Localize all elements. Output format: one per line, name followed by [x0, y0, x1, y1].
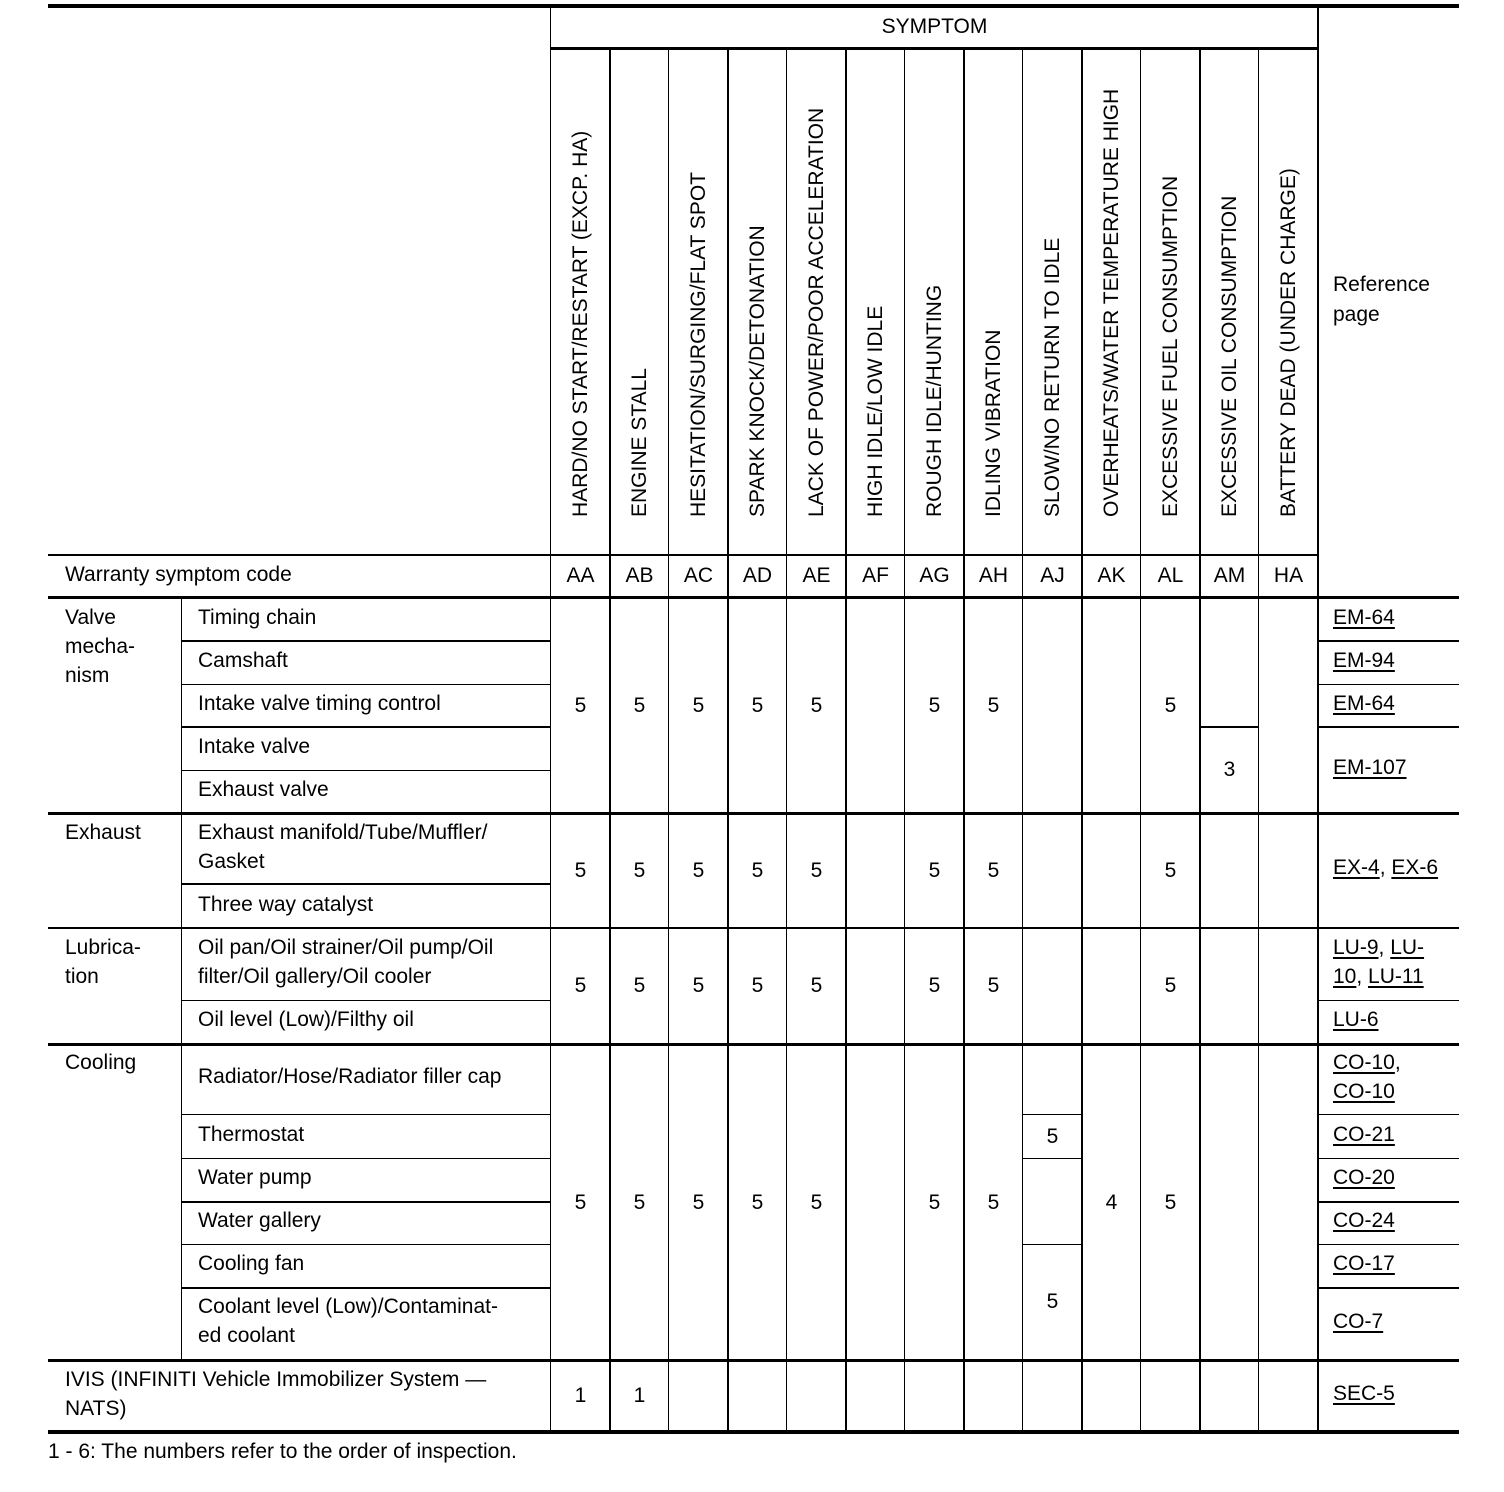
symptom-col-header-am: [1200, 48, 1259, 555]
separator: ,: [1378, 936, 1391, 959]
code-ha: HA: [1273, 564, 1304, 587]
code-aj: AJ: [1040, 564, 1065, 587]
row-rule: [182, 770, 551, 771]
ref-link-lu-10[interactable]: 10: [1333, 965, 1357, 988]
ref-link-em-64[interactable]: EM-64: [1333, 692, 1395, 715]
ref-link-co-7[interactable]: CO-7: [1333, 1310, 1384, 1333]
value-cell: 5: [1164, 974, 1177, 997]
bottom-rule: [48, 1430, 1459, 1434]
symptom-name: EXCESSIVE FUEL CONSUMPTION: [1158, 175, 1182, 517]
code-al: AL: [1157, 564, 1184, 587]
code-ab: AB: [625, 564, 654, 587]
item-line: filter/Oil gallery/Oil cooler: [198, 965, 432, 988]
ref-link-lu-11[interactable]: LU-11: [1368, 965, 1424, 988]
reference-header: [1333, 270, 1430, 330]
ref-link-co-20[interactable]: CO-20: [1333, 1166, 1395, 1189]
warranty-label: Warranty symptom code: [65, 563, 292, 586]
ref-link-co-21[interactable]: CO-21: [1333, 1123, 1395, 1146]
ref-link-sec-5[interactable]: SEC-5: [1333, 1382, 1395, 1405]
row-rule: [1318, 1158, 1459, 1159]
ref-cell: [1333, 1048, 1401, 1106]
value-cell: 1: [633, 1384, 646, 1407]
value-cell: 5: [751, 1190, 764, 1214]
ref-link-co-10[interactable]: CO-10: [1333, 1051, 1395, 1074]
symptom-name: IDLING VIBRATION: [981, 329, 1005, 517]
symptom-col-header-ha: [1259, 48, 1318, 555]
value-cell: 5: [574, 859, 587, 882]
value-cell: 5: [692, 693, 705, 717]
row-rule: [1318, 1201, 1459, 1203]
item-coolant-level: [198, 1292, 498, 1350]
ref-link-co-24[interactable]: CO-24: [1333, 1209, 1395, 1232]
symptom-col-header-aa: [551, 48, 610, 555]
ref-link-lu-9[interactable]: LU-9: [1333, 936, 1379, 959]
symptom-name: ROUGH IDLE/HUNTING: [922, 284, 946, 517]
code-ag: AG: [919, 564, 950, 587]
category-cooling: Cooling: [65, 1051, 137, 1074]
code-ak: AK: [1097, 564, 1126, 587]
row-rule: [182, 1287, 551, 1289]
category-line: tion: [65, 965, 99, 988]
row-rule: [1318, 1287, 1459, 1289]
symptom-name: LACK OF POWER/POOR ACCELERATION: [804, 107, 828, 517]
category-line: mecha-: [65, 635, 136, 658]
col-rule: [1317, 597, 1319, 1432]
value-cell: 5: [1046, 1124, 1059, 1148]
value-cell: 5: [692, 974, 705, 997]
item-intake-valve-timing-control: Intake valve timing control: [198, 692, 441, 715]
item-line: Oil pan/Oil strainer/Oil pump/Oil: [198, 936, 494, 959]
ref-cell: [1333, 689, 1395, 718]
separator: ,: [1356, 965, 1369, 988]
value-cell: 5: [1046, 1290, 1059, 1313]
row-rule: [1318, 684, 1459, 685]
code-ae: AE: [802, 564, 831, 587]
symptom-name: HESITATION/SURGING/FLAT SPOT: [686, 172, 710, 517]
item-line: ed coolant: [198, 1324, 295, 1347]
value-cell: 5: [1164, 693, 1177, 717]
category-valve-mechanism: [65, 603, 135, 690]
value-cell: 5: [810, 974, 823, 997]
item-line: Exhaust manifold/Tube/Muffler/: [198, 821, 488, 844]
ref-cell: [1333, 933, 1424, 991]
value-cell: 5: [751, 693, 764, 717]
code-af: AF: [862, 564, 889, 587]
category-exhaust: Exhaust: [65, 821, 141, 844]
ref-link-ex-6[interactable]: EX-6: [1391, 856, 1439, 879]
ref-cell: [1333, 1379, 1395, 1408]
ref-cell: [1333, 1206, 1395, 1235]
ref-cell: [1333, 1120, 1395, 1149]
item-cooling-fan: Cooling fan: [198, 1252, 305, 1275]
group-rule: [48, 1359, 1459, 1362]
value-cell: 5: [928, 1190, 941, 1214]
ref-cell: [1333, 753, 1407, 782]
value-cell: 5: [987, 693, 1000, 717]
value-cell: 5: [987, 1190, 1000, 1214]
symptom-name: BATTERY DEAD (UNDER CHARGE): [1276, 168, 1300, 517]
row-rule: [182, 1201, 551, 1203]
code-am: AM: [1213, 564, 1246, 587]
code-ad: AD: [742, 564, 773, 587]
category-line: NATS): [65, 1397, 127, 1420]
ref-cell: [1333, 1307, 1383, 1336]
ref-cell: [1333, 1005, 1379, 1034]
row-rule: [182, 726, 551, 728]
value-cell: 5: [633, 693, 646, 717]
symptom-name: ENGINE STALL: [627, 368, 651, 517]
symptom-col-header-ac: [669, 48, 728, 555]
category-line: Lubrica-: [65, 936, 141, 959]
item-oil-pan: [198, 933, 493, 991]
value-cell: 5: [987, 974, 1000, 997]
item-radiator: Radiator/Hose/Radiator filler cap: [198, 1065, 502, 1088]
category-col-rule: [181, 597, 182, 1361]
value-cell: 5: [692, 1190, 705, 1214]
item-three-way-catalyst: Three way catalyst: [198, 893, 374, 916]
row-rule: [182, 883, 551, 885]
symptom-name: SPARK KNOCK/DETONATION: [745, 225, 769, 517]
row-rule: [182, 1158, 551, 1159]
category-line: nism: [65, 664, 110, 687]
row-rule: [182, 1000, 551, 1001]
value-cell: 5: [810, 1190, 823, 1214]
ref-link-lu-6[interactable]: LU-6: [1333, 1008, 1379, 1031]
value-cell: 5: [633, 859, 646, 882]
ref-link-ex-4[interactable]: EX-4: [1333, 856, 1380, 879]
ref-link-em-64[interactable]: EM-64: [1333, 606, 1395, 629]
symptom-name: OVERHEATS/WATER TEMPERATURE HIGH: [1099, 88, 1123, 517]
item-timing-chain: Timing chain: [198, 606, 317, 629]
value-cell: 5: [751, 859, 764, 882]
separator: ,: [1379, 856, 1392, 879]
row-rule: [182, 1244, 551, 1245]
value-cell: 5: [987, 859, 1000, 882]
row-rule: [1318, 726, 1459, 728]
row-rule: [1318, 1114, 1459, 1115]
symptom-col-header-af: [846, 48, 905, 555]
value-cell: 5: [574, 974, 587, 997]
symptom-col-header-ae: [787, 48, 846, 555]
symptom-col-header-aj: [1023, 48, 1082, 555]
ref-link-em-94[interactable]: EM-94: [1333, 649, 1395, 672]
item-water-gallery: Water gallery: [198, 1209, 321, 1232]
row-rule: [182, 684, 551, 685]
separator: ,: [1394, 1051, 1401, 1074]
ref-link-lu-10[interactable]: LU-: [1390, 936, 1425, 959]
row-rule: [1318, 1000, 1459, 1001]
symptom-col-header-ab: [610, 48, 669, 555]
value-cell: 3: [1223, 758, 1236, 781]
ref-cell: [1333, 646, 1395, 675]
symptom-name: EXCESSIVE OIL CONSUMPTION: [1217, 195, 1241, 517]
symptom-col-header-al: [1141, 48, 1200, 555]
symptom-col-header-ad: [728, 48, 787, 555]
value-cell: 4: [1105, 1190, 1118, 1214]
item-exhaust-manifold: [198, 818, 487, 876]
ref-link-co-10[interactable]: CO-10: [1333, 1080, 1395, 1103]
value-cell: 1: [574, 1384, 587, 1407]
ref-cell: [1333, 1249, 1395, 1278]
code-ah: AH: [978, 564, 1009, 587]
ref-cell: [1333, 1163, 1395, 1192]
category-line: IVIS (INFINITI Vehicle Immobilizer System —: [65, 1368, 487, 1391]
value-cell: 5: [1164, 1190, 1177, 1214]
value-cell: 5: [692, 859, 705, 882]
ref-link-em-107[interactable]: EM-107: [1333, 756, 1407, 779]
item-line: Coolant level (Low)/Contaminat-: [198, 1295, 498, 1318]
symptom-header: SYMPTOM: [881, 15, 988, 38]
value-cell: 5: [633, 1190, 646, 1214]
reference-header-line: page: [1333, 303, 1380, 326]
row-rule: [1023, 1158, 1082, 1159]
category-lubrication: [65, 933, 141, 991]
row-rule: [182, 1114, 551, 1115]
symptom-col-header-ak: [1082, 48, 1141, 555]
value-cell: 5: [633, 974, 646, 997]
value-cell: 5: [1164, 859, 1177, 882]
item-exhaust-valve: Exhaust valve: [198, 778, 329, 801]
item-oil-level: Oil level (Low)/Filthy oil: [198, 1008, 414, 1031]
value-cell: 5: [810, 859, 823, 882]
value-cell: 5: [928, 974, 941, 997]
item-line: Gasket: [198, 850, 265, 873]
symptom-col-header-ah: [964, 48, 1023, 555]
category-ivis: [65, 1365, 486, 1423]
symptom-name: HIGH IDLE/LOW IDLE: [863, 305, 887, 517]
code-aa: AA: [566, 564, 595, 587]
row-rule: [182, 640, 551, 642]
symptom-col-header-ag: [905, 48, 964, 555]
symptom-name: HARD/NO START/RESTART (EXCP. HA): [568, 130, 592, 517]
item-thermostat: Thermostat: [198, 1123, 305, 1146]
ref-link-co-17[interactable]: CO-17: [1333, 1252, 1395, 1275]
value-cell: 5: [751, 974, 764, 997]
ref-cell: [1333, 853, 1438, 882]
value-cell: 5: [928, 859, 941, 882]
ref-cell: [1333, 603, 1395, 632]
value-cell: 5: [928, 693, 941, 717]
row-rule: [1318, 640, 1459, 642]
item-water-pump: Water pump: [198, 1166, 312, 1189]
item-intake-valve: Intake valve: [198, 735, 311, 758]
value-cell: 5: [574, 693, 587, 717]
footnote: 1 - 6: The numbers refer to the order of inspection.: [48, 1440, 517, 1463]
value-cell: 5: [574, 1190, 587, 1214]
row-rule: [1318, 1244, 1459, 1245]
item-camshaft: Camshaft: [198, 649, 288, 672]
symptom-name: SLOW/NO RETURN TO IDLE: [1040, 237, 1064, 517]
reference-header-line: Reference: [1333, 273, 1430, 296]
code-ac: AC: [683, 564, 714, 587]
value-cell: 5: [810, 693, 823, 717]
category-line: Valve: [65, 606, 116, 629]
